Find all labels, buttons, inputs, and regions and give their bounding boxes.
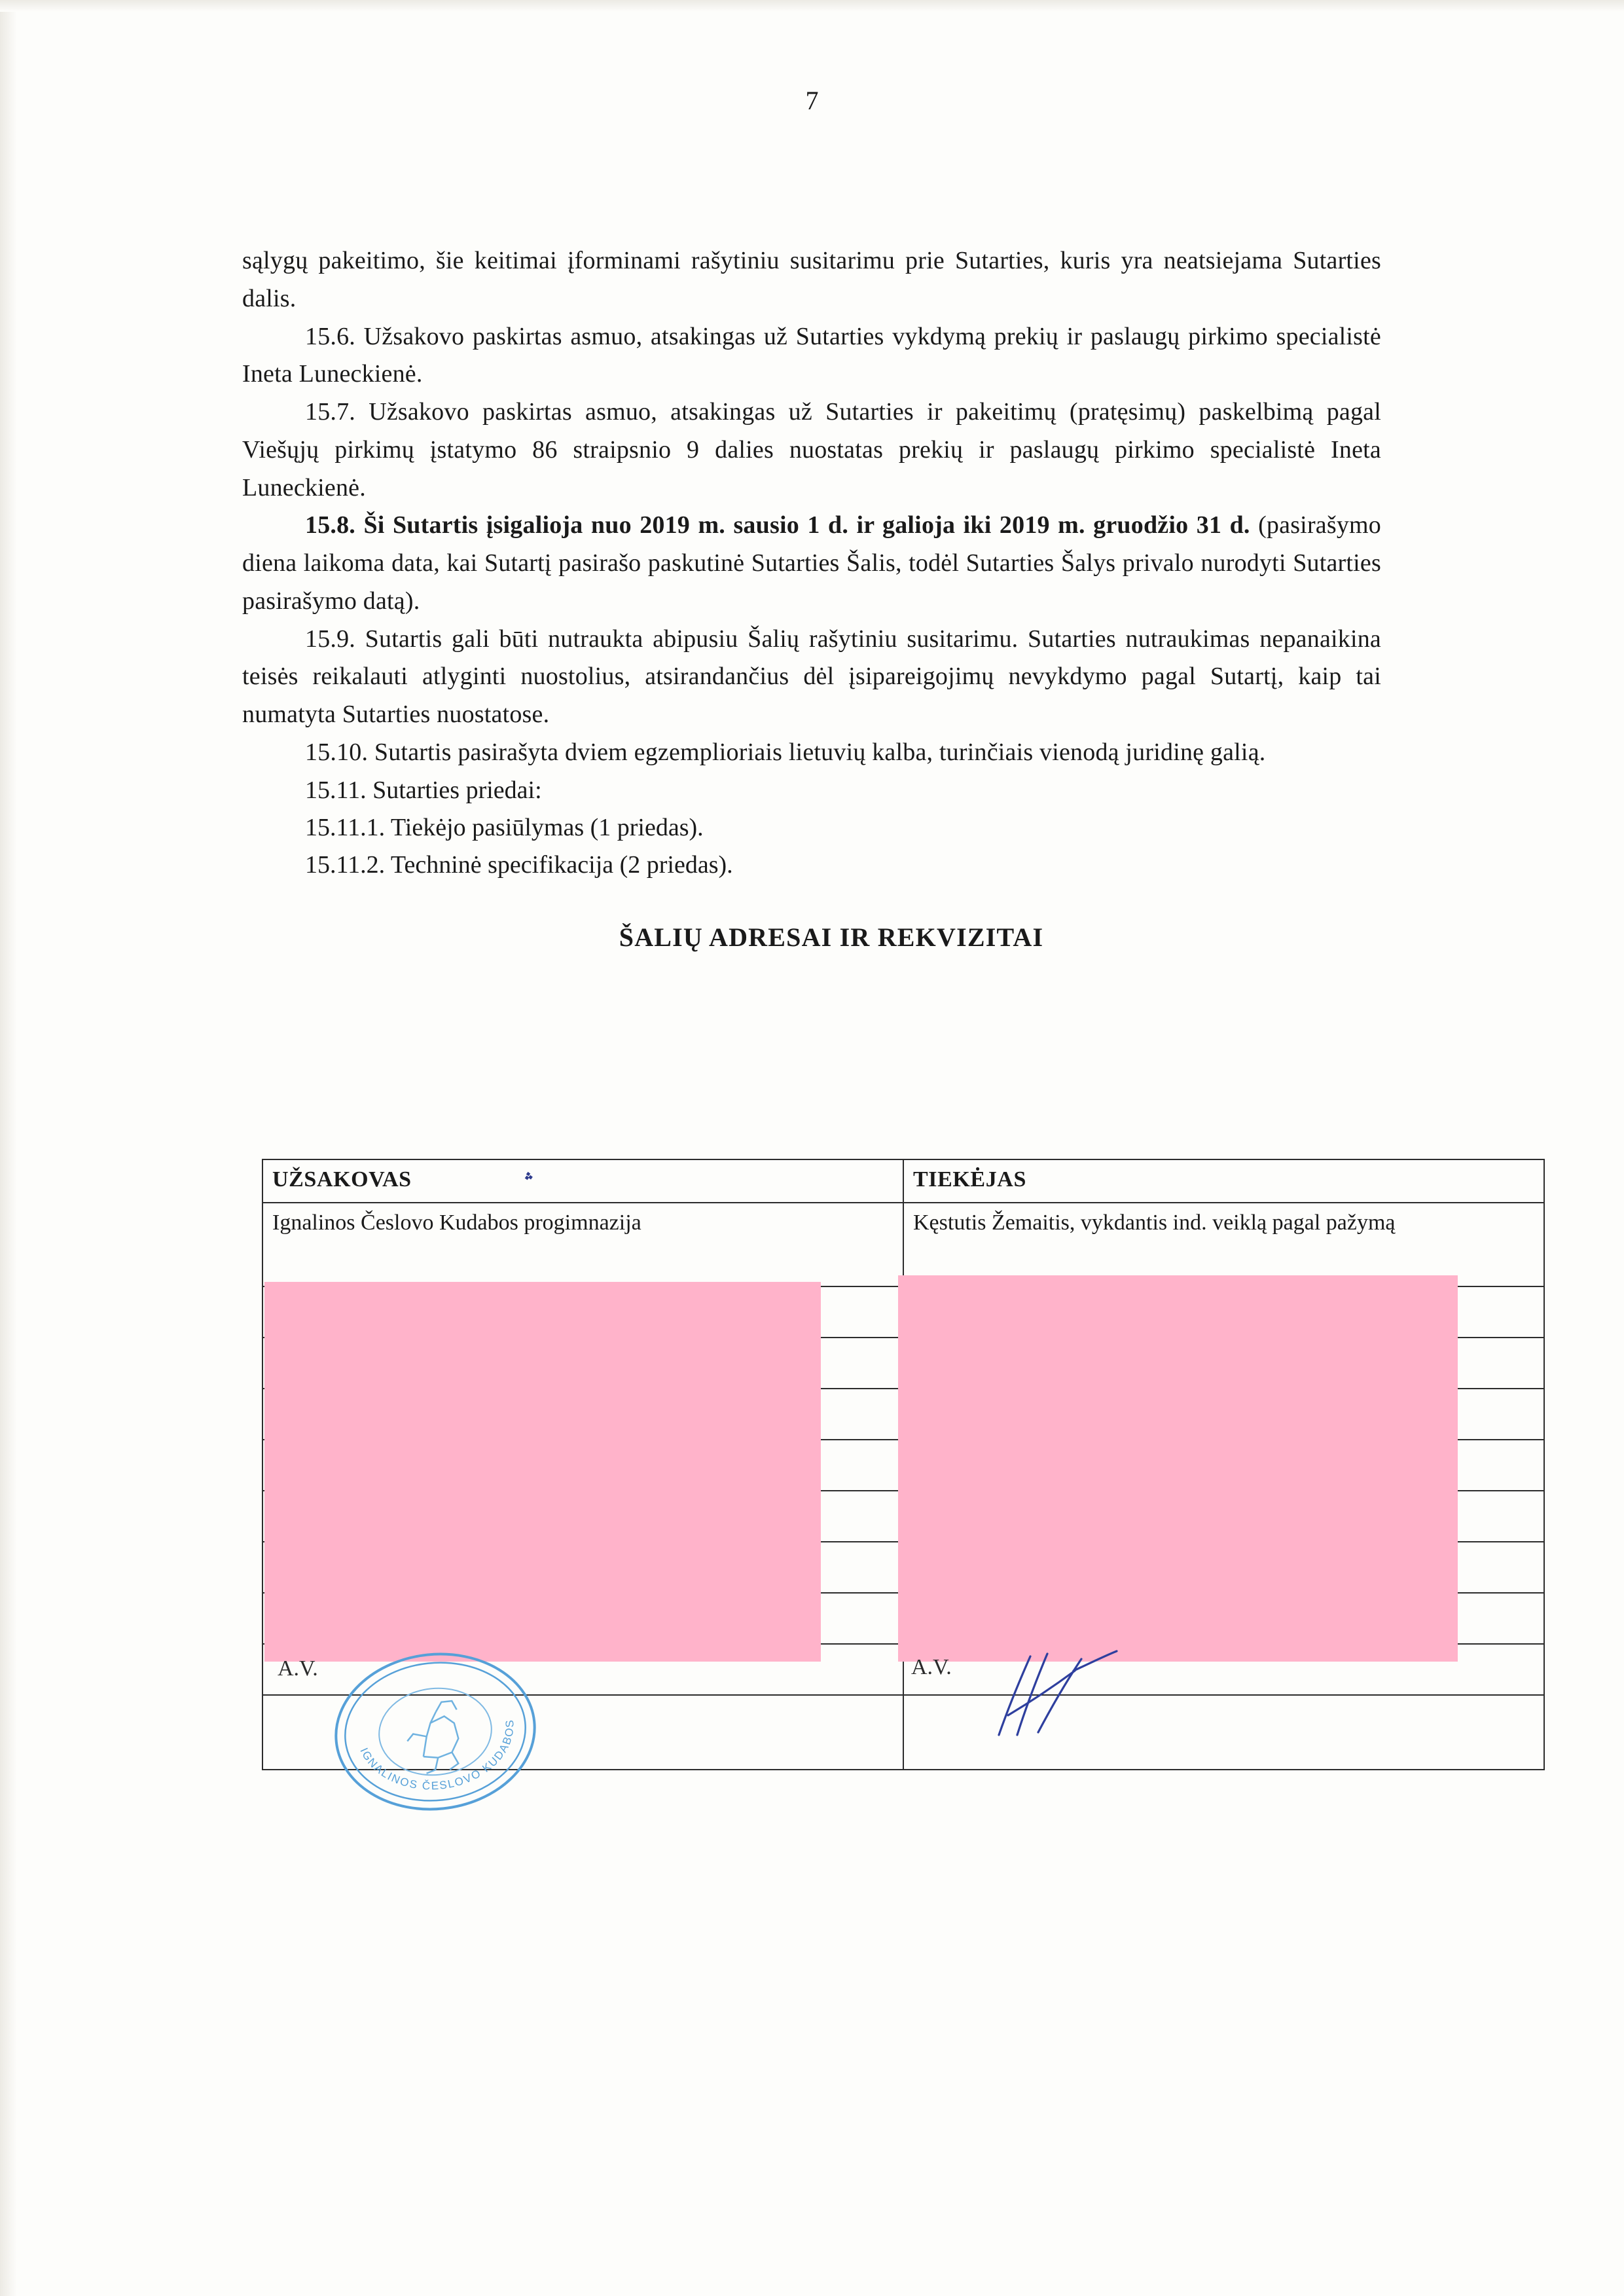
- redaction-block-customer: [264, 1282, 821, 1662]
- document-body: [242, 242, 1381, 953]
- page-number: 7: [805, 86, 819, 115]
- paper-edge-top: [0, 0, 1624, 12]
- signature-label-customer: A.V.: [278, 1656, 318, 1681]
- paragraph-15-11-1: 15.11.1. Tiekėjo pasiūlymas (1 priedas).: [305, 813, 704, 841]
- table-header-customer: UŽSAKOVAS: [262, 1159, 903, 1203]
- paragraph-15-11: 15.11. Sutarties priedai:: [305, 776, 542, 804]
- paragraph-15-6: 15.6. Užsakovo paskirtas asmuo, atsakingas už Sutarties vykdymą prekių ir paslaugų pirkimo specialistė Ineta Luneckienė.: [242, 322, 1381, 388]
- paragraph-15-8: [242, 507, 1381, 620]
- paragraph-15-8-bold: 15.8. Ši Sutartis įsigalioja nuo 2019 m. sausio 1 d. ir galioja iki 2019 m. gruodžio 31 d.: [305, 511, 1250, 539]
- table-header-supplier: TIEKĖJAS: [903, 1159, 1544, 1203]
- paragraph-15-8-rest: (pasirašymo diena laikoma data, kai Sutartį pasirašo paskutinė Sutarties Šalis, todėl Sutarties Šalys privalo nurodyti Sutarties pasirašymo datą).: [242, 511, 1382, 615]
- paragraph-15-10: 15.10. Sutartis pasirašyta dviem egzemplioriais lietuvių kalba, turinčiais vienodą juridinę galią.: [305, 738, 1266, 766]
- paragraph-15-11-2: 15.11.2. Techninė specifikacija (2 priedas).: [305, 850, 733, 879]
- table-row-signature: [262, 1695, 1544, 1770]
- table-cell-customer-name: Ignalinos Česlovo Kudabos progimnazija: [262, 1203, 903, 1286]
- table-cell-supplier-name: Kęstutis Žemaitis, vykdantis ind. veiklą pagal pažymą: [903, 1203, 1544, 1286]
- table-cell-supplier-signature: [903, 1695, 1544, 1770]
- handwritten-tick-mark: ؞: [522, 1170, 537, 1194]
- redaction-block-supplier: [898, 1275, 1458, 1662]
- svg-text:IGNALINOS ČESLOVO KUDABOS PROG: IGNALINOS ČESLOVO KUDABOS PROGIMNAZIJA: [357, 1718, 516, 1793]
- paper-edge-left: [0, 0, 17, 2296]
- table-cell-customer-signature: [262, 1695, 903, 1770]
- paragraph-15-9: 15.9. Sutartis gali būti nutraukta abipusiu Šalių rašytiniu susitarimu. Sutarties nutraukimas nepanaikina teisės reikalauti atlyginti nuostolius, atsirandančius dėl įsipareigojimų nevykdymo pagal Sutartį, kaip tai numatyta Sutarties nuostatose.: [242, 625, 1381, 728]
- paragraph-continuation: sąlygų pakeitimo, šie keitimai įforminami rašytiniu susitarimu prie Sutarties, kuris yra neatsiejama Sutarties dalis.: [242, 247, 1381, 312]
- paragraph-15-7: 15.7. Užsakovo paskirtas asmuo, atsakingas už Sutarties ir pakeitimų (pratęsimų) paskelbimą pagal Viešųjų pirkimų įstatymo 86 straipsnio 9 dalies nuostatas prekių ir paslaugų pirkimo specialistė Ineta Luneckienė.: [242, 398, 1381, 501]
- signature-label-supplier: A.V.: [911, 1655, 952, 1679]
- section-title-parties-requisites: ŠALIŲ ADRESAI IR REKVIZITAI: [619, 922, 1044, 952]
- table-row-headers: [262, 1159, 1544, 1203]
